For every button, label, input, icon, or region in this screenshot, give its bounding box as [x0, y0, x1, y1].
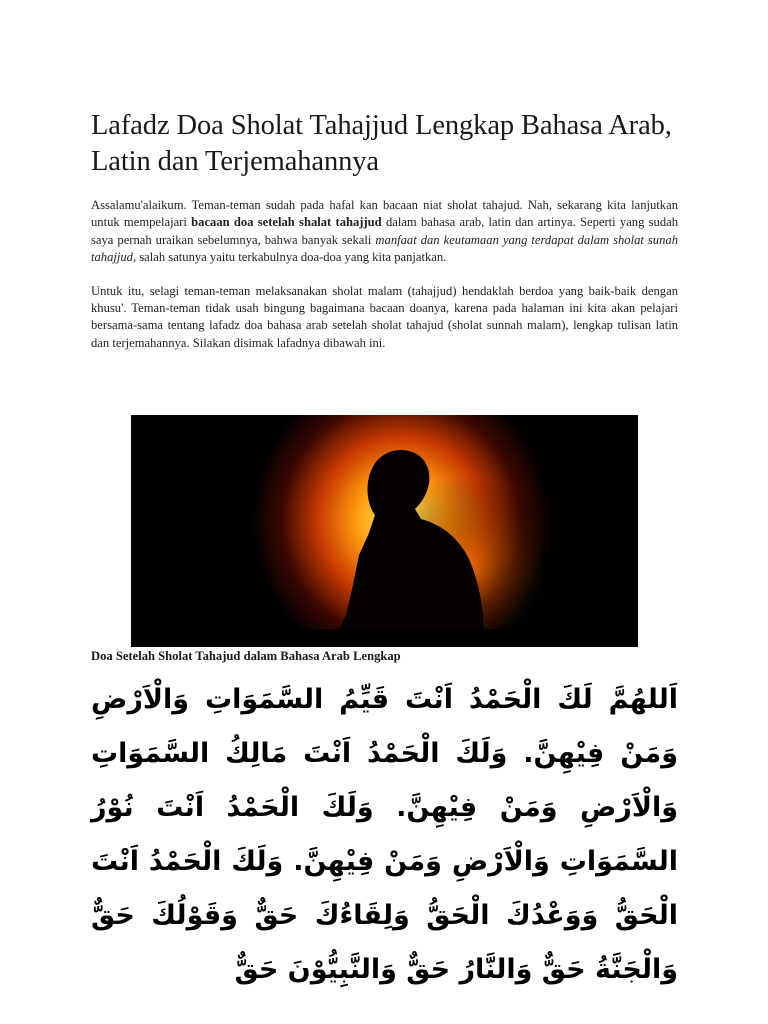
intro-italic-text: manfaat dan keutamaan yang terdapat dalam sholat sunah tahajjud	[91, 232, 678, 265]
intro-bold-text: bacaan doa setelah shalat tahajjud	[191, 215, 382, 230]
silhouette-illustration	[131, 415, 638, 647]
intro-text-3: , salah satunya yaitu terkabulnya doa-doa yang kita panjatkan.	[132, 250, 447, 265]
figure-caption: Doa Setelah Sholat Tahajud dalam Bahasa Arab Lengkap	[91, 649, 401, 663]
document-page	[91, 108, 679, 985]
arabic-prayer-text: اَللهُمَّ لَكَ الْحَمْدُ اَنْتَ قَيِّمُ السَّمَوَاتِ وَالْاَرْضِ وَمَنْ فِيْهِنَّ. وَلَكَ الْحَمْدُ اَنْتَ مَالِكُ السَّمَوَاتِ وَالْاَرْضِ وَمَنْ فِيْهِنَّ. وَلَكَ الْحَمْدُ اَنْتَ نُوْرُ السَّمَوَاتِ وَالْاَرْضِ وَمَنْ فِيْهِنَّ. وَلَكَ الْحَمْدُ اَنْتَ الْحَقُّ وَوَعْدُكَ الْحَقُّ وَلِقَاءُكَ حَقٌّ وَقَوْلُكَ حَقٌّ وَالْجَنَّةُ حَقٌّ وَالنَّارُ حَقٌّ وَالنَّبِيُّوْنَ حَقٌّ	[91, 684, 678, 985]
intro-paragraph	[91, 197, 678, 267]
article-title: Lafadz Doa Sholat Tahajjud Lengkap Bahasa Arab, Latin dan Terjemahannya	[91, 110, 672, 177]
intro-text-2: dalam bahasa arab, latin dan artinya. Seperti yang sudah saya pernah uraikan sebelumnya, bahwa banyak sekali	[91, 215, 679, 247]
praying-man-silhouette-image	[131, 415, 638, 647]
second-paragraph: Untuk itu, selagi teman-teman melaksanakan sholat malam (tahajjud) hendaklah berdoa yang baik-baik dengan khusu'. Teman-teman tidak usah bingung bagaimana bacaan doanya, karena pada halaman ini kita akan pelajari bersama-sama tentang lafadz doa bahasa arab setelah sholat tahajud (sholat sunnah malam), lengkap tulisan latin dan terjemahannya. Silakan disimak lafadnya dibawah ini.	[91, 283, 678, 350]
intro-text-1: Assalamu'alaikum. Teman-teman sudah pada hafal kan bacaan niat sholat tahajud. Nah, sekarang kita lanjutkan untuk mempelajari	[91, 198, 678, 230]
